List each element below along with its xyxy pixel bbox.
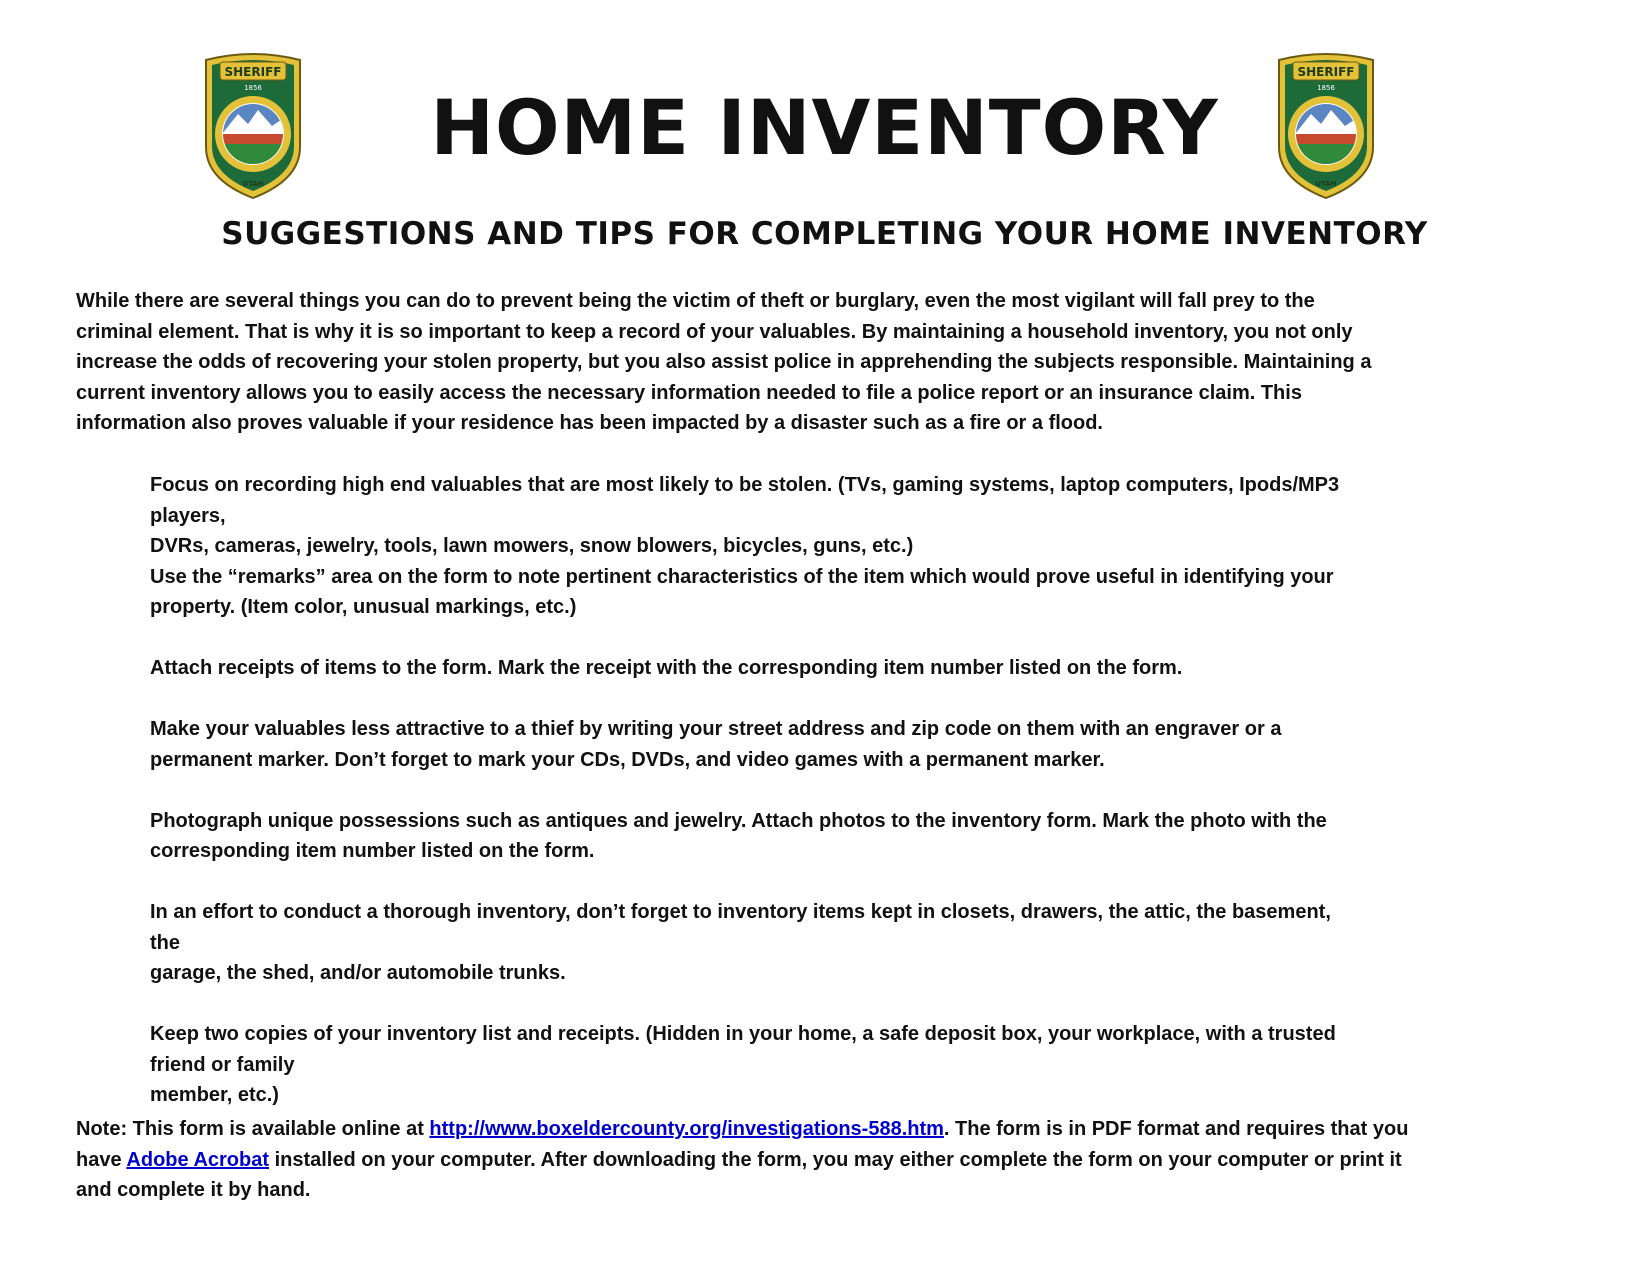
tip-line: Attach receipts of items to the form. Mark the receipt with the corresponding item number listed on the form.: [150, 657, 1183, 679]
note-prefix: have: [76, 1148, 127, 1171]
note-line: [76, 1114, 1408, 1145]
tip-line: property. (Item color, unusual markings, etc.): [150, 596, 577, 618]
tip-item: [150, 714, 1339, 775]
badge-year: 1856: [244, 84, 262, 92]
badge-top-text: SHERIFF: [224, 65, 282, 79]
tip-line: garage, the shed, and/or automobile trunks.: [150, 962, 566, 984]
badge-state: UTAH: [1315, 180, 1337, 188]
intro-line: While there are several things you can do to prevent being the victim of theft or burglary, even the most vigilant will fall prey to the: [76, 290, 1315, 312]
note-line: and complete it by hand.: [76, 1179, 311, 1201]
tip-line: Use the “remarks” area on the form to note pertinent characteristics of the item which would prove useful in identifying your: [150, 565, 1334, 588]
note-paragraph: [76, 1114, 1408, 1206]
tip-item: [150, 897, 1339, 989]
tip-item: [150, 806, 1339, 867]
tips-list: [150, 470, 1339, 1111]
tip-line: Photograph unique possessions such as antiques and jewelry. Attach photos to the inventory form. Mark the photo with the: [150, 809, 1327, 832]
badge-top-text: SHERIFF: [1297, 65, 1355, 79]
page-title: HOME INVENTORY: [430, 83, 1219, 172]
tip-line: DVRs, cameras, jewelry, tools, lawn mowers, snow blowers, bicycles, guns, etc.): [150, 535, 914, 557]
adobe-acrobat-link[interactable]: Adobe Acrobat: [126, 1148, 270, 1171]
note-prefix: Note: This form is available online at: [76, 1118, 430, 1140]
tip-line: the: [150, 931, 180, 954]
intro-paragraph: [76, 286, 1371, 439]
note-suffix: . The form is in PDF format and requires that you: [943, 1118, 1409, 1140]
tip-line: corresponding item number listed on the form.: [150, 840, 595, 862]
tip-item: [150, 470, 1339, 562]
intro-line: increase the odds of recovering your stolen property, but you also assist police in apprehending the subjects responsible. Maintaining a: [76, 351, 1372, 373]
tip-item: [150, 562, 1339, 623]
tip-line: Make your valuables less attractive to a thief by writing your street address and zip code on them with an engraver or a: [150, 718, 1282, 740]
note-suffix: installed on your computer. After downloading the form, you may either complete the form on your computer or print it: [269, 1148, 1402, 1171]
note-line: [76, 1145, 1408, 1176]
intro-line: information also proves valuable if your residence has been impacted by a disaster such as a fire or a flood.: [76, 412, 1103, 434]
badge-year: 1856: [1317, 84, 1335, 92]
tip-item: [150, 653, 1339, 684]
tip-line: players,: [150, 504, 226, 527]
tip-line: permanent marker. Don’t forget to mark your CDs, DVDs, and video games with a permanent marker.: [150, 748, 1105, 771]
page-subtitle: SUGGESTIONS AND TIPS FOR COMPLETING YOUR HOME INVENTORY: [221, 216, 1428, 252]
tip-item: [150, 1019, 1339, 1111]
tip-line: Focus on recording high end valuables that are most likely to be stolen. (TVs, gaming systems, laptop computers, Ipods/MP3: [150, 474, 1340, 496]
tip-line: friend or family: [150, 1053, 295, 1076]
tip-line: member, etc.): [150, 1084, 279, 1106]
tip-line: Keep two copies of your inventory list and receipts. (Hidden in your home, a safe deposit box, your workplace, with a trusted: [150, 1023, 1336, 1045]
tip-line: In an effort to conduct a thorough inventory, don’t forget to inventory items kept in closets, drawers, the attic, the basement,: [150, 901, 1331, 923]
form-url-link[interactable]: http://www.boxeldercounty.org/investigations-588.htm: [429, 1118, 944, 1140]
intro-line: current inventory allows you to easily access the necessary information needed to file a police report or an insurance claim. This: [76, 381, 1302, 404]
intro-line: criminal element. That is why it is so important to keep a record of your valuables. By maintaining a household inventory, you not only: [76, 320, 1353, 343]
badge-state: UTAH: [242, 180, 264, 188]
